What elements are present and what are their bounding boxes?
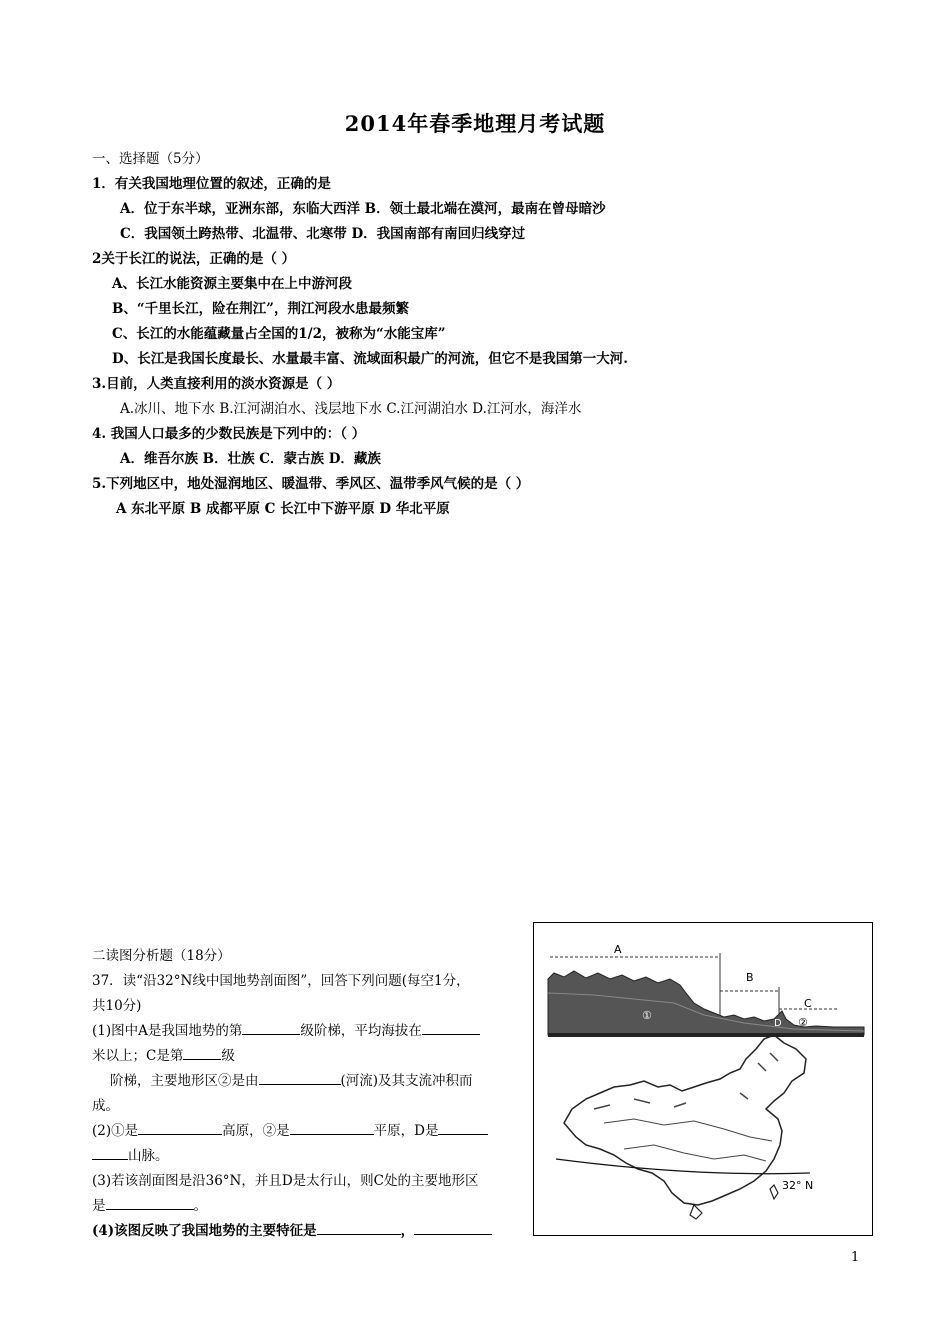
answer-blank[interactable]: [138, 1120, 222, 1135]
q37-stem-line1: 37．读“沿32°N线中国地势剖面图”，回答下列问题(每空1分，: [92, 973, 470, 989]
answer-blank[interactable]: [422, 1020, 480, 1035]
terrain-figure-svg: [534, 923, 872, 1235]
q37-stem-line2: 共10分): [92, 998, 142, 1014]
label-2: ②: [798, 1016, 808, 1029]
page-title: 2014年春季地理月考试题: [344, 111, 606, 136]
q2-option-c: C、长江的水能蕴藏量占全国的1/2，被称为“水能宝库”: [112, 326, 446, 342]
answer-blank[interactable]: [317, 1220, 401, 1235]
q2-stem: 2关于长江的说法，正确的是（ ）: [92, 251, 296, 267]
label-c: C: [804, 997, 812, 1010]
page-number: 1: [851, 1250, 860, 1265]
answer-blank[interactable]: [438, 1120, 488, 1135]
answer-blank[interactable]: [259, 1070, 341, 1085]
q37-part4-line1: (4)该图反映了我国地势的主要特征是 ，: [92, 1219, 492, 1244]
q4-options: A．维吾尔族 B．壮族 C．蒙古族 D．藏族: [120, 451, 381, 467]
q37-part2-line1: (2)①是 高原，②是 平原，D是: [92, 1119, 488, 1144]
q37-part1-line2: 米以上；C是第 级: [92, 1044, 235, 1069]
answer-blank[interactable]: [106, 1195, 194, 1210]
answer-blank[interactable]: [414, 1220, 492, 1235]
q3-stem: 3.目前，人类直接利用的淡水资源是（ ）: [92, 376, 341, 392]
answer-blank[interactable]: [242, 1020, 300, 1035]
q5-options: A 东北平原 B 成都平原 C 长江中下游平原 D 华北平原: [116, 501, 450, 517]
q37-part1-line1: (1)图中A是我国地势的第 级阶梯，平均海拔在: [92, 1019, 480, 1044]
q37-part1-line3: 阶梯，主要地形区②是由 (河流)及其支流冲积而: [110, 1069, 473, 1094]
q37-part3-line2: 是 。: [92, 1194, 207, 1219]
latitude-label: 32° N: [782, 1179, 814, 1192]
terrain-profile-figure: [533, 922, 873, 1236]
q1-stem: 1．有关我国地理位置的叙述，正确的是: [92, 176, 331, 192]
q37-part2-line2: 山脉。: [92, 1144, 169, 1169]
answer-blank[interactable]: [183, 1045, 221, 1060]
answer-blank[interactable]: [92, 1145, 128, 1160]
label-d: D: [774, 1018, 782, 1029]
q37-part1-line4: 成。: [92, 1098, 119, 1114]
q2-option-d: D、长江是我国长度最长、水量最丰富、流域面积最广的河流，但它不是我国第一大河.: [112, 351, 628, 367]
q37-part3-line1: (3)若该剖面图是沿36°N，并且D是太行山，则C处的主要地形区: [92, 1173, 479, 1189]
q2-option-a: A、长江水能资源主要集中在上中游河段: [112, 276, 352, 292]
china-map: [556, 1035, 813, 1219]
label-b: B: [746, 971, 754, 984]
q3-options: A.冰川、地下水 B.江河湖泊水、浅层地下水 C.江河湖泊水 D.江河水，海洋水: [120, 401, 582, 417]
answer-blank[interactable]: [290, 1120, 374, 1135]
section2-heading: 二读图分析题（18分）: [92, 948, 231, 964]
q5-stem: 5.下列地区中，地处湿润地区、暖温带、季风区、温带季风气候的是（ ）: [92, 476, 530, 492]
q2-option-b: B、“千里长江，险在荆江”，荆江河段水患最频繁: [112, 301, 409, 317]
label-a: A: [614, 943, 622, 956]
q1-options-ab: A．位于东半球，亚洲东部，东临大西洋 B．领土最北端在漠河，最南在曾母暗沙: [120, 201, 606, 217]
q4-stem: 4. 我国人口最多的少数民族是下列中的：（ ）: [92, 426, 366, 442]
q1-options-cd: C．我国领土跨热带、北温带、北寒带 D．我国南部有南回归线穿过: [120, 226, 526, 242]
label-1: ①: [642, 1009, 652, 1022]
section1-heading: 一、选择题（5分）: [92, 151, 209, 167]
terrain-profile: [548, 943, 864, 1037]
